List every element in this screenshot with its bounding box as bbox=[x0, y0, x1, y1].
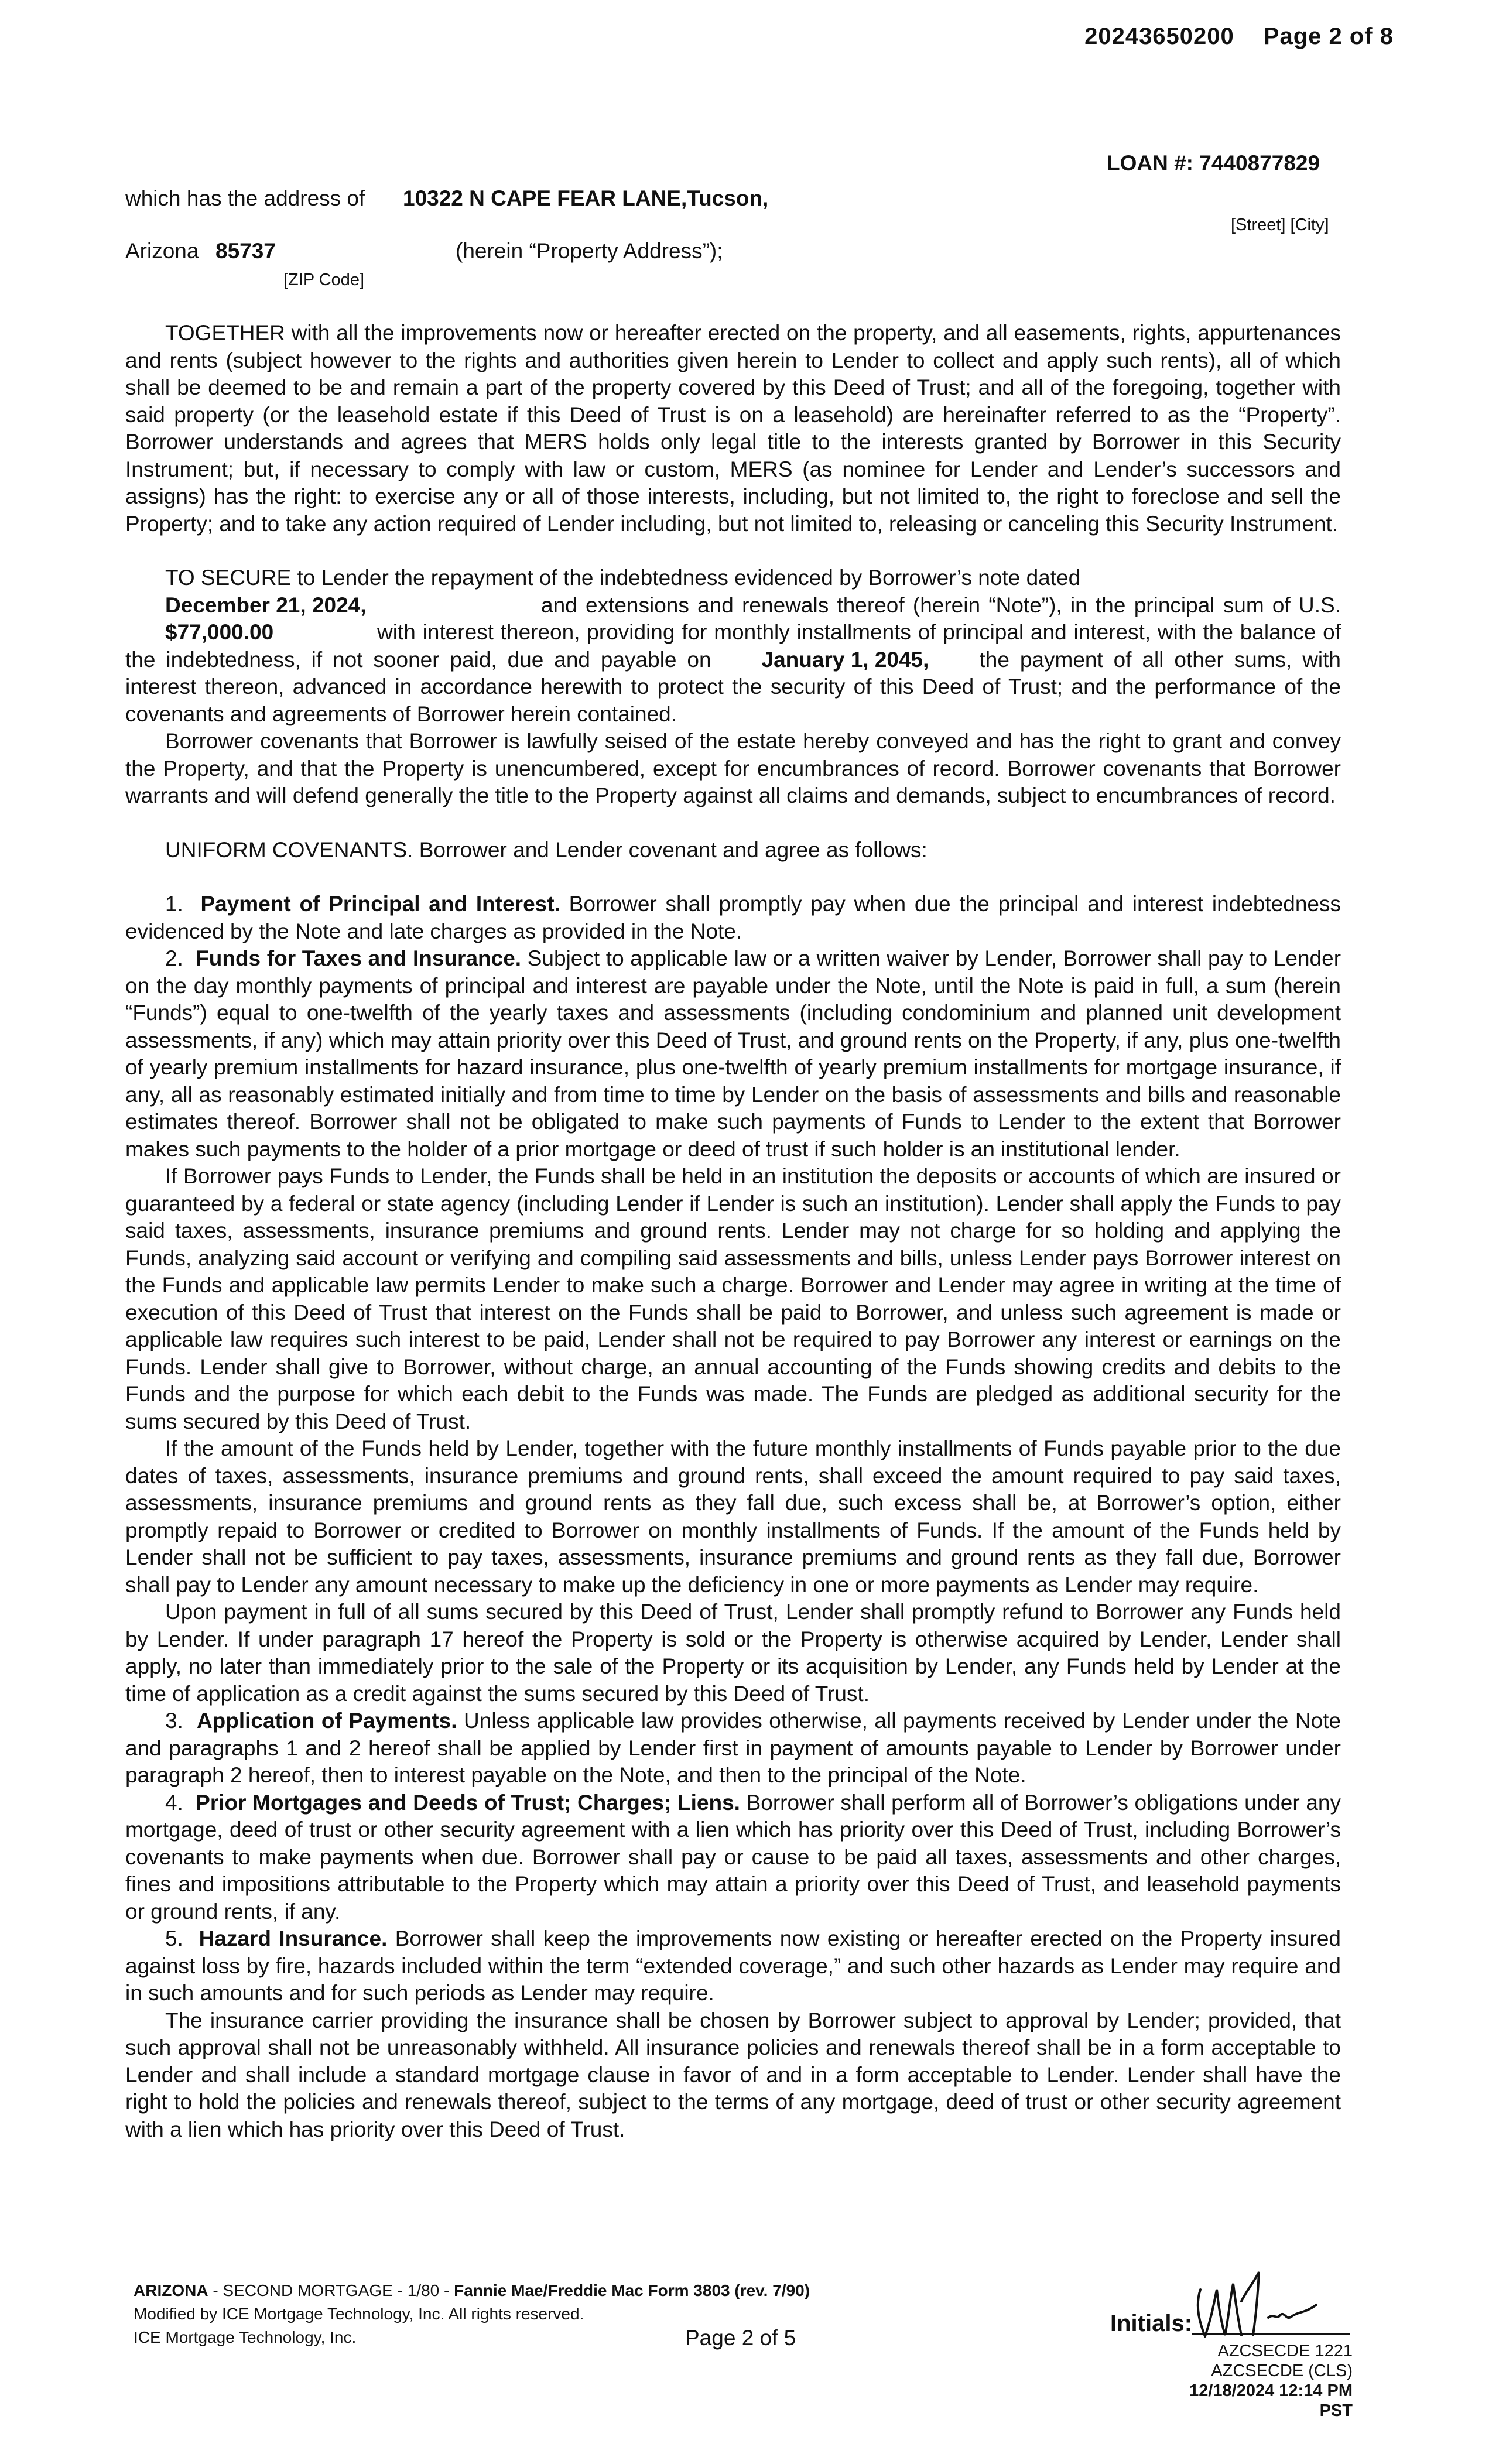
street-city: 10322 N CAPE FEAR LANE,Tucson, bbox=[403, 186, 769, 210]
secure-after-date: and extensions and renewals thereof (herein “Note”), in the principal sum of bbox=[541, 593, 1291, 617]
together-paragraph: TOGETHER with all the improvements now or hereafter erected on the property, and all easements, rights, appurtenances and rents (subject however to the rights and authorities given herein to Lender to collect and apply such rents), all of which shall be deemed to be and remain a part of the property covered by this Deed of Trust; and all of the foregoing, together with said property (or the leasehold estate if this Deed of Trust is on a leasehold) are hereinafter referred to as the “Property”. Borrower understands and agrees that MERS holds only legal title to the interests granted by Borrower in this Security Instrument; but, if necessary to comply with law or custom, MERS (as nominee for Lender and Lender’s successors and assigns) has the right: to exercise any or all of those interests, including, but not limited to, the right to foreclose and sell the Property; and to take any action required of Lender including, but not limited to, releasing or canceling this Security Instrument. bbox=[125, 321, 1341, 536]
recording-header bbox=[1084, 23, 1394, 50]
initials-line bbox=[1192, 2333, 1350, 2335]
section-2 bbox=[125, 945, 1341, 1163]
section-4-number: 4. bbox=[165, 1790, 183, 1815]
stamp-line-2: AZCSECDE (CLS) bbox=[1211, 2362, 1353, 2380]
secure-intro: TO SECURE to Lender the repayment of the indebtedness evidenced by Borrower’s note dated bbox=[165, 566, 1081, 590]
section-2-text: Subject to applicable law or a written waiver by Lender, Borrower shall pay to Lender on the day monthly payments of principal and interest are payable under the Note, until the Note is paid in full, a sum (herein “Funds”) equal to one-twelfth of the yearly taxes and assessments (including condominium and planned unit development assessments, if any) which may attain priority over this Deed of Trust, and ground rents on the Property, if any, plus one-twelfth of yearly premium installments for hazard insurance, plus one-twelfth of yearly premium installments for mortgage insurance, if any, all as reasonably estimated initially and from time to time by Lender on the basis of assessments and bills and reasonable estimates thereof. Borrower shall not be obligated to make such payments of Funds to Lender to the extent that Borrower makes such payments to the holder of a prior mortgage or deed of trust if such holder is an institutional lender. bbox=[125, 946, 1341, 1161]
funds-held-paragraph: If Borrower pays Funds to Lender, the Funds shall be held in an institution the deposits or accounts of which are insured or guaranteed by a federal or state agency (including Lender if Lender is such an institution). Lender shall apply the Funds to pay said taxes, assessments, insurance premiums and ground rents. Lender may not charge for so holding and applying the Funds, analyzing said account or verifying and compiling said assessments and bills, unless Lender pays Borrower interest on the Funds and applicable law permits Lender to make such a charge. Borrower and Lender may agree in writing at the time of execution of this Deed of Trust that interest on the Funds shall be paid to Borrower, and unless such agreement is made or applicable law requires such interest to be paid, Lender shall not be required to pay Borrower any interest or earnings on the Funds. Lender shall give to Borrower, without charge, an annual accounting of the Funds showing credits and debits to the Funds and the purpose for which each debit to the Funds was made. The Funds are pledged as additional security for the sums secured by this Deed of Trust. bbox=[125, 1164, 1341, 1433]
secure-us: U.S. bbox=[1299, 593, 1341, 617]
footer-state: ARIZONA bbox=[134, 2281, 208, 2299]
state: Arizona bbox=[125, 239, 199, 263]
note-date: December 21, 2024, bbox=[165, 593, 367, 617]
stamp-line-1: AZCSECDE 1221 bbox=[1217, 2342, 1353, 2360]
uniform-covenants-heading: UNIFORM COVENANTS. Borrower and Lender covenant and agree as follows: bbox=[165, 837, 928, 862]
section-4 bbox=[125, 1789, 1341, 1926]
section-5-title: Hazard Insurance. bbox=[199, 1926, 388, 1950]
section-3-text: Unless applicable law provides otherwise, all payments received by Lender under the Note and paragraphs 1 and 2 hereof shall be applied by Lender first in payment of amounts payable to Lender by Borrower under paragraph 2 hereof, then to interest payable on the Note, and then to the principal of the Note. bbox=[125, 1709, 1341, 1787]
document-body bbox=[125, 320, 1341, 2143]
section-2-title: Funds for Taxes and Insurance. bbox=[196, 946, 522, 970]
loan-number: LOAN #: 7440877829 bbox=[1107, 151, 1320, 175]
principal-amount: $77,000.00 bbox=[165, 620, 274, 644]
form-stamp bbox=[1183, 2341, 1353, 2421]
footer-company: ICE Mortgage Technology, Inc. bbox=[134, 2328, 357, 2346]
borrower-covenants-paragraph: Borrower covenants that Borrower is lawfully seised of the estate hereby conveyed and has the right to grant and convey the Property, and that the Property is unencumbered, except for encumbrances of record. Borrower covenants that Borrower warrants and will defend generally the title to the Property against all claims and demands, subject to encumbrances of record. bbox=[125, 729, 1341, 807]
secure-paragraph bbox=[125, 564, 1341, 728]
section-3-number: 3. bbox=[165, 1709, 183, 1733]
section-4-text: Borrower shall perform all of Borrower’s obligations under any mortgage, deed of trust or other security agreement with a lien which has priority over this Deed of Trust, including Borrower’s covenants to make payments when due. Borrower shall pay or cause to be paid all taxes, assessments and other charges, fines and impositions attributable to the Property which may attain a priority over this Deed of Trust, and leasehold payments or ground rents, if any. bbox=[125, 1790, 1341, 1924]
property-address-herein: (herein “Property Address”); bbox=[456, 239, 723, 263]
insurance-carrier-paragraph: The insurance carrier providing the insurance shall be chosen by Borrower subject to approval by Lender; provided, that such approval shall not be unreasonably withheld. All insurance policies and renewals thereof shall be in a form acceptable to Lender and shall include a standard mortgage clause in favor of and in a form acceptable to Lender. Lender shall have the right to hold the policies and renewals thereof, subject to the terms of any mortgage, deed of trust or other security agreement with a lien which has priority over this Deed of Trust. bbox=[125, 2008, 1341, 2141]
address-prefix: which has the address of bbox=[125, 186, 365, 210]
section-5-text: Borrower shall keep the improvements now existing or hereafter erected on the Property insured against loss by fire, hazards included within the term “extended coverage,” and such other hazards as Lender may require and in such amounts and for such periods as Lender may require. bbox=[125, 1926, 1341, 2005]
section-1-title: Payment of Principal and Interest. bbox=[200, 892, 560, 916]
zip-code: 85737 bbox=[215, 239, 276, 263]
secure-after-amount: with interest thereon, providing for monthly installments of principal and interest, with the balance of the indebtedness, if not sooner paid, due and payable on bbox=[125, 620, 1341, 672]
initials-label: Initials: bbox=[1110, 2311, 1193, 2336]
section-1-number: 1. bbox=[165, 892, 183, 916]
due-date: January 1, 2045, bbox=[761, 647, 929, 672]
form-page-number: Page 2 of 5 bbox=[685, 2326, 796, 2350]
funds-refund-paragraph: Upon payment in full of all sums secured by this Deed of Trust, Lender shall promptly refund to Borrower any Funds held by Lender. If under paragraph 17 hereof the Property is sold or the Property is otherwise acquired by Lender, Lender shall apply, no later than immediately prior to the sale of the Property or its acquisition by Lender, any Funds held by Lender at the time of application as a credit against the sums secured by this Deed of Trust. bbox=[125, 1600, 1341, 1706]
funds-excess-paragraph: If the amount of the Funds held by Lender, together with the future monthly installments of Funds payable prior to the due dates of taxes, assessments, insurance premiums and ground rents, shall exceed the amount required to pay said taxes, assessments, insurance premiums and ground rents as they fall due, such excess shall be, at Borrower’s option, either promptly repaid to Borrower or credited to Borrower on monthly installments of Funds. If the amount of the Funds held by Lender shall not be sufficient to pay taxes, assessments, insurance premiums and ground rents as they fall due, Borrower shall pay to Lender any amount necessary to make up the deficiency in one or more payments as Lender may require. bbox=[125, 1436, 1341, 1597]
street-city-caption: [Street] [City] bbox=[1231, 215, 1329, 234]
secure-rest: the payment of all other sums, with interest thereon, advanced in accordance herewith to protect the security of this Deed of Trust; and the performance of the covenants and agreements of Borrower herein contained. bbox=[125, 647, 1341, 726]
initials-signature bbox=[1159, 2266, 1358, 2342]
section-3 bbox=[125, 1707, 1341, 1789]
section-3-title: Application of Payments. bbox=[196, 1709, 457, 1733]
section-1 bbox=[125, 891, 1341, 945]
footer-form-desc: - SECOND MORTGAGE - 1/80 - bbox=[213, 2281, 450, 2299]
section-4-title: Prior Mortgages and Deeds of Trust; Charges; Liens. bbox=[196, 1790, 740, 1815]
section-1-text: Borrower shall promptly pay when due the principal and interest indebtedness evidenced by the Note and late charges as provided in the Note. bbox=[125, 892, 1341, 943]
recording-page-label: Page 2 of 8 bbox=[1263, 23, 1394, 49]
footer-modified: Modified by ICE Mortgage Technology, Inc. All rights reserved. bbox=[134, 2305, 584, 2323]
zip-caption: [ZIP Code] bbox=[283, 271, 365, 289]
form-line bbox=[134, 2279, 810, 2302]
section-5-number: 5. bbox=[165, 1926, 183, 1950]
footer-form-name: Fannie Mae/Freddie Mac Form 3803 (rev. 7/90) bbox=[454, 2281, 810, 2299]
section-5 bbox=[125, 1925, 1341, 2007]
stamp-line-3: 12/18/2024 12:14 PM PST bbox=[1189, 2381, 1353, 2420]
document-number: 20243650200 bbox=[1084, 23, 1234, 49]
section-2-number: 2. bbox=[165, 946, 183, 970]
